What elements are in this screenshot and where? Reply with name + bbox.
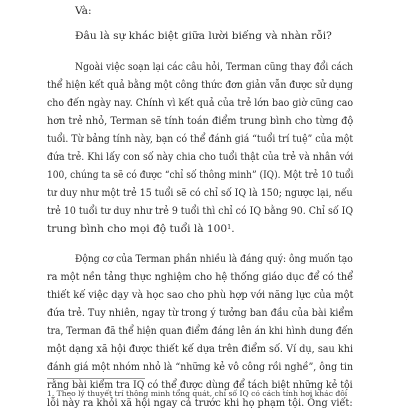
paragraph-line: ra một nền tảng thực nghiệm cho hệ thống giáo dục để có thể bbox=[47, 271, 354, 283]
paragraph-line: tư duy như một trẻ 15 tuổi sẽ có chỉ số IQ là 150; ngược lại, nếu bbox=[47, 187, 353, 199]
paragraph-line: rằng bài kiểm tra IQ có thể được dùng để tách biệt những kẻ tội bbox=[47, 379, 353, 391]
sentence-period: . bbox=[231, 223, 235, 235]
paragraph-line: Động cơ của Terman phần nhiều là đáng quý: ông muốn tạo bbox=[75, 253, 353, 265]
paragraph-line: hơn trẻ nhỏ, Terman sẽ tính toán điểm trung bình cho từng độ bbox=[47, 115, 354, 127]
paragraph-line-text: trung bình cho mọi độ tuổi là 100 bbox=[47, 223, 228, 235]
paragraph-last-line bbox=[47, 223, 235, 235]
heading-line: Và: bbox=[75, 5, 92, 17]
footnote: 1. Theo lý thuyết trí thông minh tổng quát, chỉ số IQ có cách tính hơi khác đôi bbox=[47, 389, 348, 398]
paragraph-line: đứa trẻ. Khi lấy con số này chia cho tuổi thật của trẻ và nhân với bbox=[47, 151, 354, 163]
paragraph-line: lỗi này ra khỏi xã hội ngay cả trước khi họ phạm tội. Ông viết: bbox=[47, 397, 353, 409]
paragraph-line: 100, chúng ta sẽ có được “chỉ số thông minh” (IQ). Một trẻ 10 tuổi bbox=[47, 169, 354, 181]
paragraph-line: tuổi. Từ bảng tính này, bạn có thể đánh giá “tuổi trí tuệ” của một bbox=[47, 133, 354, 145]
paragraph-line: tra, Terman đã thể hiện quan điểm đáng lên án khi hình dung đến bbox=[47, 325, 354, 337]
paragraph-line: một dạng xã hội được thiết kế dựa trên điểm số. Ví dụ, sau khi bbox=[47, 343, 354, 355]
footnote-marker: 1 bbox=[227, 223, 232, 231]
paragraph-line: cho đến ngày nay. Chính vì kết quả của trẻ lớn bao giờ cũng cao bbox=[47, 97, 354, 109]
footnote-divider bbox=[47, 378, 145, 379]
paragraph-line: thể hiện kết quả bằng một công thức đơn giản vẫn được sử dụng bbox=[47, 79, 353, 91]
paragraph-line: đánh giá một nhóm nhỏ là “những kẻ vô công rồi nghề”, ông tin bbox=[47, 361, 354, 373]
paragraph-line: trẻ 10 tuổi tư duy như trẻ 9 tuổi thì chỉ có IQ bằng 90. Chỉ số IQ bbox=[47, 205, 354, 217]
paragraph-line: đứa trẻ. Tuy nhiên, ngay từ trong ý tưởng ban đầu của bài kiểm bbox=[47, 307, 354, 319]
paragraph-line: thiết kế việc dạy và học sao cho phù hợp với năng lực của một bbox=[47, 289, 354, 301]
paragraph-line: Ngoài việc soạn lại các câu hỏi, Terman cũng thay đổi cách bbox=[75, 61, 354, 73]
heading-line: Đâu là sự khác biệt giữa lười biếng và nhàn rỗi? bbox=[75, 30, 332, 42]
